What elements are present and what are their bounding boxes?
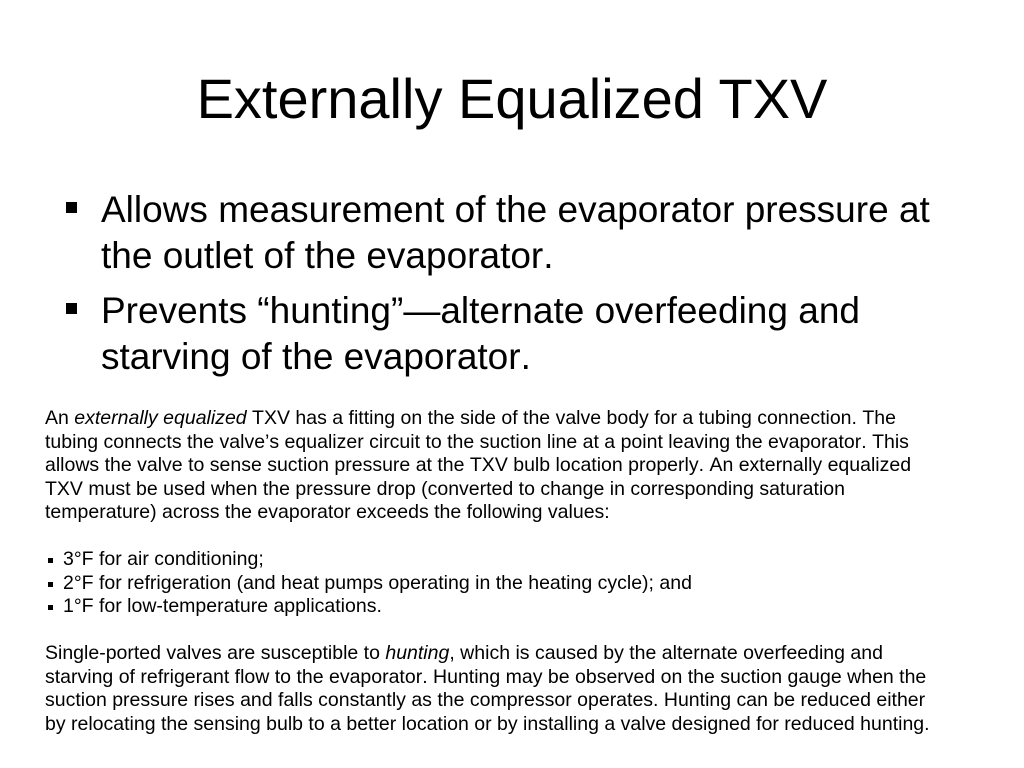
text-line: temperature) across the evaporator exceeds the following values: [45, 501, 610, 523]
square-bullet-icon [66, 303, 77, 314]
text-line: starving of refrigerant flow to the evaporator. Hunting may be observed on the suction gauge when the [45, 665, 927, 688]
text-segment: Single-ported valves are susceptible to [45, 642, 386, 664]
text-line: tubing connects the valve’s equalizer circuit to the suction line at a point leaving the evaporator. This [45, 430, 909, 453]
threshold-item [45, 595, 930, 619]
text-line: by relocating the sensing bulb to a better location or by installing a valve designed for reduced hunting. [45, 712, 930, 735]
bullet-list [101, 187, 961, 389]
italic-term: externally equalized [74, 407, 247, 429]
bullet-item [101, 187, 961, 279]
text-line: TXV must be used when the pressure drop (converted to change in corresponding saturation [45, 477, 845, 500]
text-line [45, 407, 930, 431]
threshold-item [45, 548, 930, 572]
slide-title: Externally Equalized TXV [196, 67, 828, 130]
bullet-item [101, 288, 961, 380]
threshold-list [45, 548, 930, 619]
square-bullet-icon [48, 582, 53, 587]
square-bullet-icon [66, 202, 77, 213]
threshold-text: 3°F for air conditioning; [63, 548, 264, 570]
notes-text-block [45, 407, 930, 736]
text-line [45, 642, 930, 666]
italic-term: hunting [385, 642, 450, 664]
threshold-text: 2°F for refrigeration (and heat pumps operating in the heating cycle); and [63, 571, 692, 594]
square-bullet-icon [48, 605, 53, 610]
text-line: allows the valve to sense suction pressure at the TXV bulb location properly. An externally equalized [45, 454, 912, 476]
bullet-text: Prevents “hunting”—alternate overfeeding and starving of the evaporator. [101, 290, 860, 377]
text-line: suction pressure rises and falls constantly as the compressor operates. Hunting can be reduced either [45, 689, 926, 711]
square-bullet-icon [48, 558, 53, 563]
text-segment: , which is caused by the alternate overfeeding and [449, 642, 883, 664]
text-segment: An [45, 407, 75, 429]
threshold-text: 1°F for low-temperature applications. [63, 595, 382, 617]
paragraph-hunting [45, 642, 930, 736]
threshold-item [45, 572, 930, 596]
text-segment: TXV has a fitting on the side of the valve body for a tubing connection. The [246, 407, 896, 429]
paragraph-externally-equalized-txv [45, 407, 930, 525]
bullet-text: Allows measurement of the evaporator pressure at the outlet of the evaporator. [101, 189, 930, 276]
